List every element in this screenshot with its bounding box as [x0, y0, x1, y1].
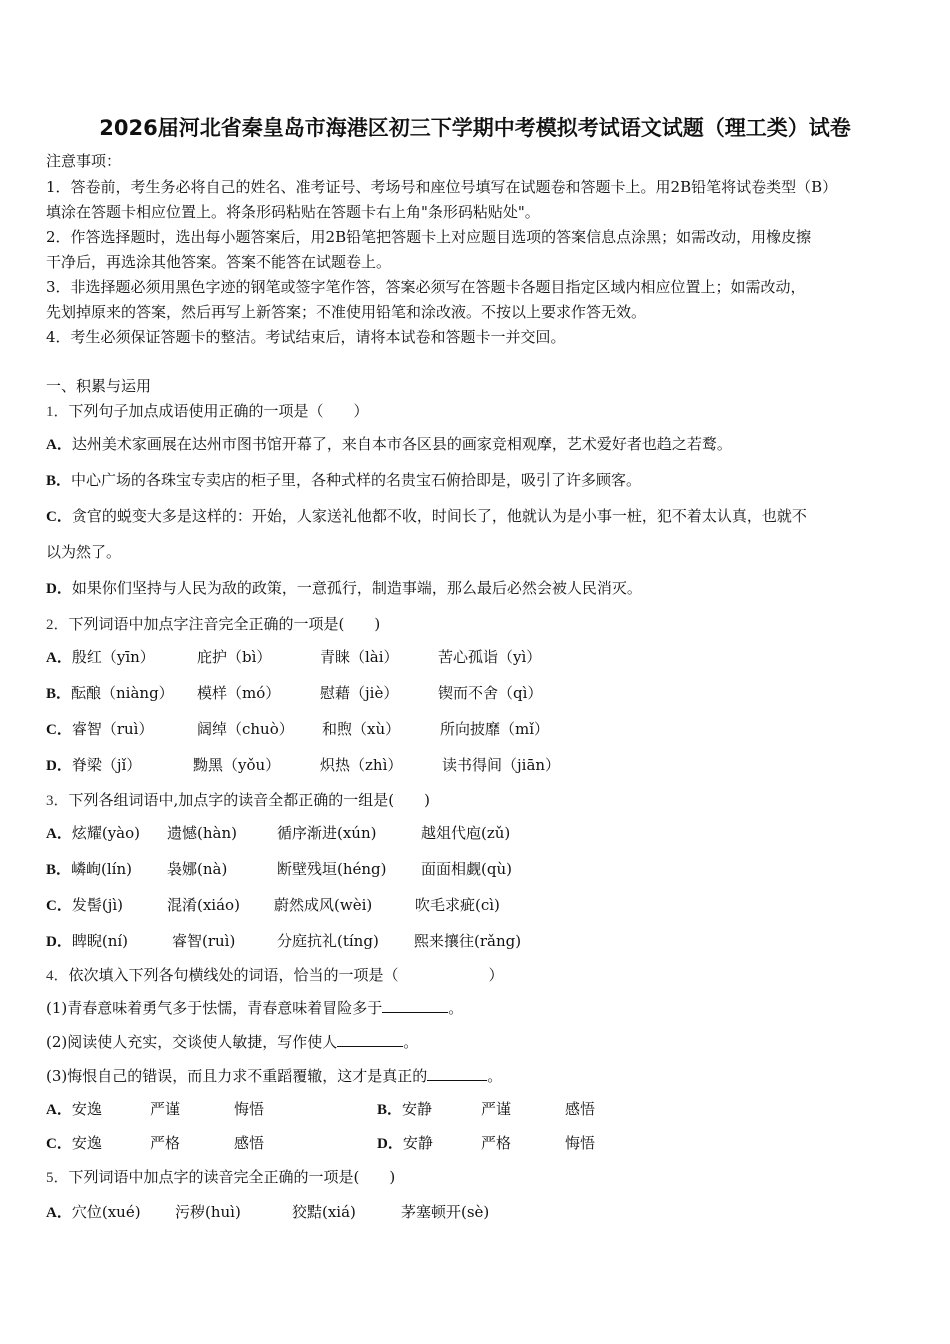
notice-line: 4．考生必须保证答题卡的整洁。考试结束后，请将本试卷和答题卡一并交回。	[46, 328, 566, 346]
question-text-end: ）	[488, 966, 504, 984]
sentence-text: (3)悔恨自己的错误，而且力求不重蹈覆辙，这才是真正的	[46, 1067, 428, 1085]
option-item: 感悟	[234, 1134, 265, 1152]
option-item: 模样（mó）	[197, 684, 281, 702]
option-item: 蔚然成风(wèi)	[274, 896, 373, 914]
option-text: 达州美术家画展在达州市图书馆开幕了，来自本市各区县的画家竞相观摩，艺术爱好者也趋之若鹜。	[71, 435, 732, 453]
q2-option-a[interactable]	[46, 647, 155, 668]
option-item: 感悟	[565, 1100, 596, 1118]
option-label: B．	[46, 862, 72, 878]
option-item: 遗憾(hàn)	[167, 824, 237, 842]
fill-blank[interactable]	[427, 1066, 487, 1081]
option-label: D．	[377, 1136, 403, 1152]
notice-line: 干净后，再选涂其他答案。答案不能答在试题卷上。	[46, 253, 392, 271]
option-item: 炽热（zhì）	[320, 756, 403, 774]
option-item: 越俎代庖(zǔ)	[421, 824, 511, 842]
option-text: 中心广场的各珠宝专卖店的柜子里，各种式样的名贵宝石俯拾即是，吸引了许多顾客。	[71, 471, 642, 489]
q4-option-d[interactable]	[377, 1133, 433, 1154]
option-item: 庇护（bì）	[197, 648, 272, 666]
option-item: 安静	[402, 1134, 433, 1152]
option-item: 睿智(ruì)	[172, 932, 236, 950]
option-item: 狡黠(xiá)	[292, 1203, 356, 1221]
option-label: C．	[46, 509, 72, 525]
q2-option-c[interactable]	[46, 719, 153, 740]
option-item: 严格	[150, 1134, 181, 1152]
option-label: A．	[46, 650, 72, 666]
q3-option-a[interactable]	[46, 823, 140, 844]
notice-line: 填涂在答题卡相应位置上。将条形码粘贴在答题卡右上角"条形码粘贴处"。	[46, 203, 540, 221]
question-text: 下列词语中加点字的读音完全正确的一项是( )	[68, 1168, 396, 1186]
option-item: 安逸	[71, 1134, 102, 1152]
option-item: 睿智（ruì）	[71, 720, 154, 738]
q1-option-a[interactable]	[46, 434, 732, 455]
fill-blank[interactable]	[382, 998, 448, 1013]
option-text: 如果你们坚持与人民为敌的政策，一意孤行，制造事端，那么最后必然会被人民消灭。	[71, 579, 642, 597]
option-item: 穴位(xué)	[71, 1203, 141, 1221]
option-label: C．	[46, 1136, 72, 1152]
q4-option-c[interactable]	[46, 1133, 102, 1154]
question-1-stem	[46, 401, 369, 422]
option-item: 混淆(xiáo)	[167, 896, 240, 914]
q3-option-b[interactable]	[46, 859, 132, 880]
notice-heading: 注意事项：	[46, 152, 122, 170]
question-number: 2．	[46, 617, 69, 633]
sentence-text: (2)阅读使人充实，交谈使人敏捷，写作使人	[46, 1033, 338, 1051]
option-item: 吹毛求疵(cì)	[415, 896, 500, 914]
option-item: 炫耀(yào)	[71, 824, 140, 842]
question-4-stem	[46, 965, 504, 986]
q4-sentence-1	[46, 998, 463, 1018]
option-item: 慰藉（jiè）	[320, 684, 399, 702]
notice-line: 先划掉原来的答案，然后再写上新答案；不准使用铅笔和涂改液。不按以上要求作答无效。	[46, 303, 647, 321]
sentence-end: 。	[487, 1067, 503, 1085]
option-item: 嶙峋(lín)	[71, 860, 132, 878]
option-item: 断壁残垣(héng)	[277, 860, 387, 878]
question-number: 4．	[46, 968, 69, 984]
question-text: 依次填入下列各句横线处的词语，恰当的一项是（	[68, 966, 399, 984]
option-item: 苦心孤诣（yì）	[438, 648, 542, 666]
page-title: 2026届河北省秦皇岛市海港区初三下学期中考模拟考试语文试题（理工类）试卷	[99, 116, 851, 140]
option-item: 黝黑（yǒu）	[193, 756, 281, 774]
question-text: 下列句子加点成语使用正确的一项是（ ）	[68, 402, 369, 420]
q3-option-c[interactable]	[46, 895, 123, 916]
option-label: B．	[46, 686, 72, 702]
option-item: 严谨	[150, 1100, 181, 1118]
option-item: 阔绰（chuò）	[197, 720, 294, 738]
notice-line: 1．答卷前，考生务必将自己的姓名、准考证号、考场号和座位号填写在试题卷和答题卡上。用2B铅笔将试卷类型（B）	[46, 178, 838, 196]
option-item: 污秽(huì)	[175, 1203, 241, 1221]
sentence-text: (1)青春意味着勇气多于怯懦，青春意味着冒险多于	[46, 999, 383, 1017]
question-text: 下列各组词语中,加点字的读音全都正确的一组是( )	[68, 791, 430, 809]
q4-option-b[interactable]	[377, 1099, 432, 1120]
q1-option-c[interactable]	[46, 506, 807, 527]
q2-option-b[interactable]	[46, 683, 174, 704]
question-text: 下列词语中加点字注音完全正确的一项是( )	[68, 615, 381, 633]
option-item: 循序渐进(xún)	[277, 824, 377, 842]
option-item: 读书得间（jiān）	[442, 756, 561, 774]
q4-option-a[interactable]	[46, 1099, 102, 1120]
question-number: 1．	[46, 404, 69, 420]
option-text: 贪官的蜕变大多是这样的：开始，人家送礼他都不收，时间长了，他就认为是小事一桩，犯不着太认真，也就不	[71, 507, 807, 525]
q1-option-c-continued: 以为然了。	[46, 543, 122, 561]
fill-blank[interactable]	[337, 1032, 403, 1047]
q4-sentence-2	[46, 1032, 418, 1052]
option-label: B．	[46, 473, 72, 489]
notice-line: 3．非选择题必须用黑色字迹的钢笔或签字笔作答，答案必须写在答题卡各题目指定区域内相应位置上；如需改动，	[46, 278, 806, 296]
option-label: D．	[46, 758, 72, 774]
option-item: 袅娜(nà)	[167, 860, 228, 878]
question-2-stem	[46, 614, 380, 635]
option-item: 锲而不舍（qì）	[438, 684, 543, 702]
option-item: 严格	[481, 1134, 512, 1152]
option-item: 睥睨(ní)	[71, 932, 129, 950]
q2-option-d[interactable]	[46, 755, 141, 776]
option-item: 所向披靡（mǐ）	[440, 720, 550, 738]
option-item: 安静	[402, 1100, 433, 1118]
option-item: 脊梁（jǐ）	[71, 756, 142, 774]
sentence-end: 。	[448, 999, 464, 1017]
q5-option-a[interactable]	[46, 1202, 141, 1223]
option-label: C．	[46, 898, 72, 914]
option-label: D．	[46, 934, 72, 950]
option-label: A．	[46, 1205, 72, 1221]
option-item: 面面相觑(qù)	[421, 860, 512, 878]
option-label: A．	[46, 1102, 72, 1118]
q1-option-d[interactable]	[46, 578, 642, 599]
option-item: 悔悟	[565, 1134, 596, 1152]
question-5-stem	[46, 1167, 395, 1188]
question-3-stem	[46, 790, 430, 811]
option-item: 和煦（xù）	[322, 720, 401, 738]
option-item: 茅塞顿开(sè)	[401, 1203, 490, 1221]
question-number: 3．	[46, 793, 69, 809]
option-item: 熙来攘往(rǎng)	[414, 932, 522, 950]
notice-line: 2．作答选择题时，选出每小题答案后，用2B铅笔把答题卡上对应题目选项的答案信息点涂黑；如需改动，用橡皮擦	[46, 228, 812, 246]
option-item: 殷红（yīn）	[71, 648, 155, 666]
sentence-end: 。	[403, 1033, 419, 1051]
option-label: A．	[46, 826, 72, 842]
q1-option-b[interactable]	[46, 470, 641, 491]
option-item: 分庭抗礼(tíng)	[277, 932, 379, 950]
option-item: 安逸	[71, 1100, 102, 1118]
option-label: D．	[46, 581, 72, 597]
option-label: C．	[46, 722, 72, 738]
option-item: 严谨	[481, 1100, 512, 1118]
question-number: 5．	[46, 1170, 69, 1186]
option-label: B．	[377, 1102, 403, 1118]
section-heading: 一、积累与运用	[46, 377, 152, 395]
option-item: 悔悟	[234, 1100, 265, 1118]
option-label: A．	[46, 437, 72, 453]
q4-sentence-3	[46, 1066, 502, 1086]
option-item: 青睐（lài）	[320, 648, 399, 666]
option-item: 发髻(jì)	[71, 896, 123, 914]
q3-option-d[interactable]	[46, 931, 128, 952]
option-item: 酝酿（niàng）	[71, 684, 174, 702]
